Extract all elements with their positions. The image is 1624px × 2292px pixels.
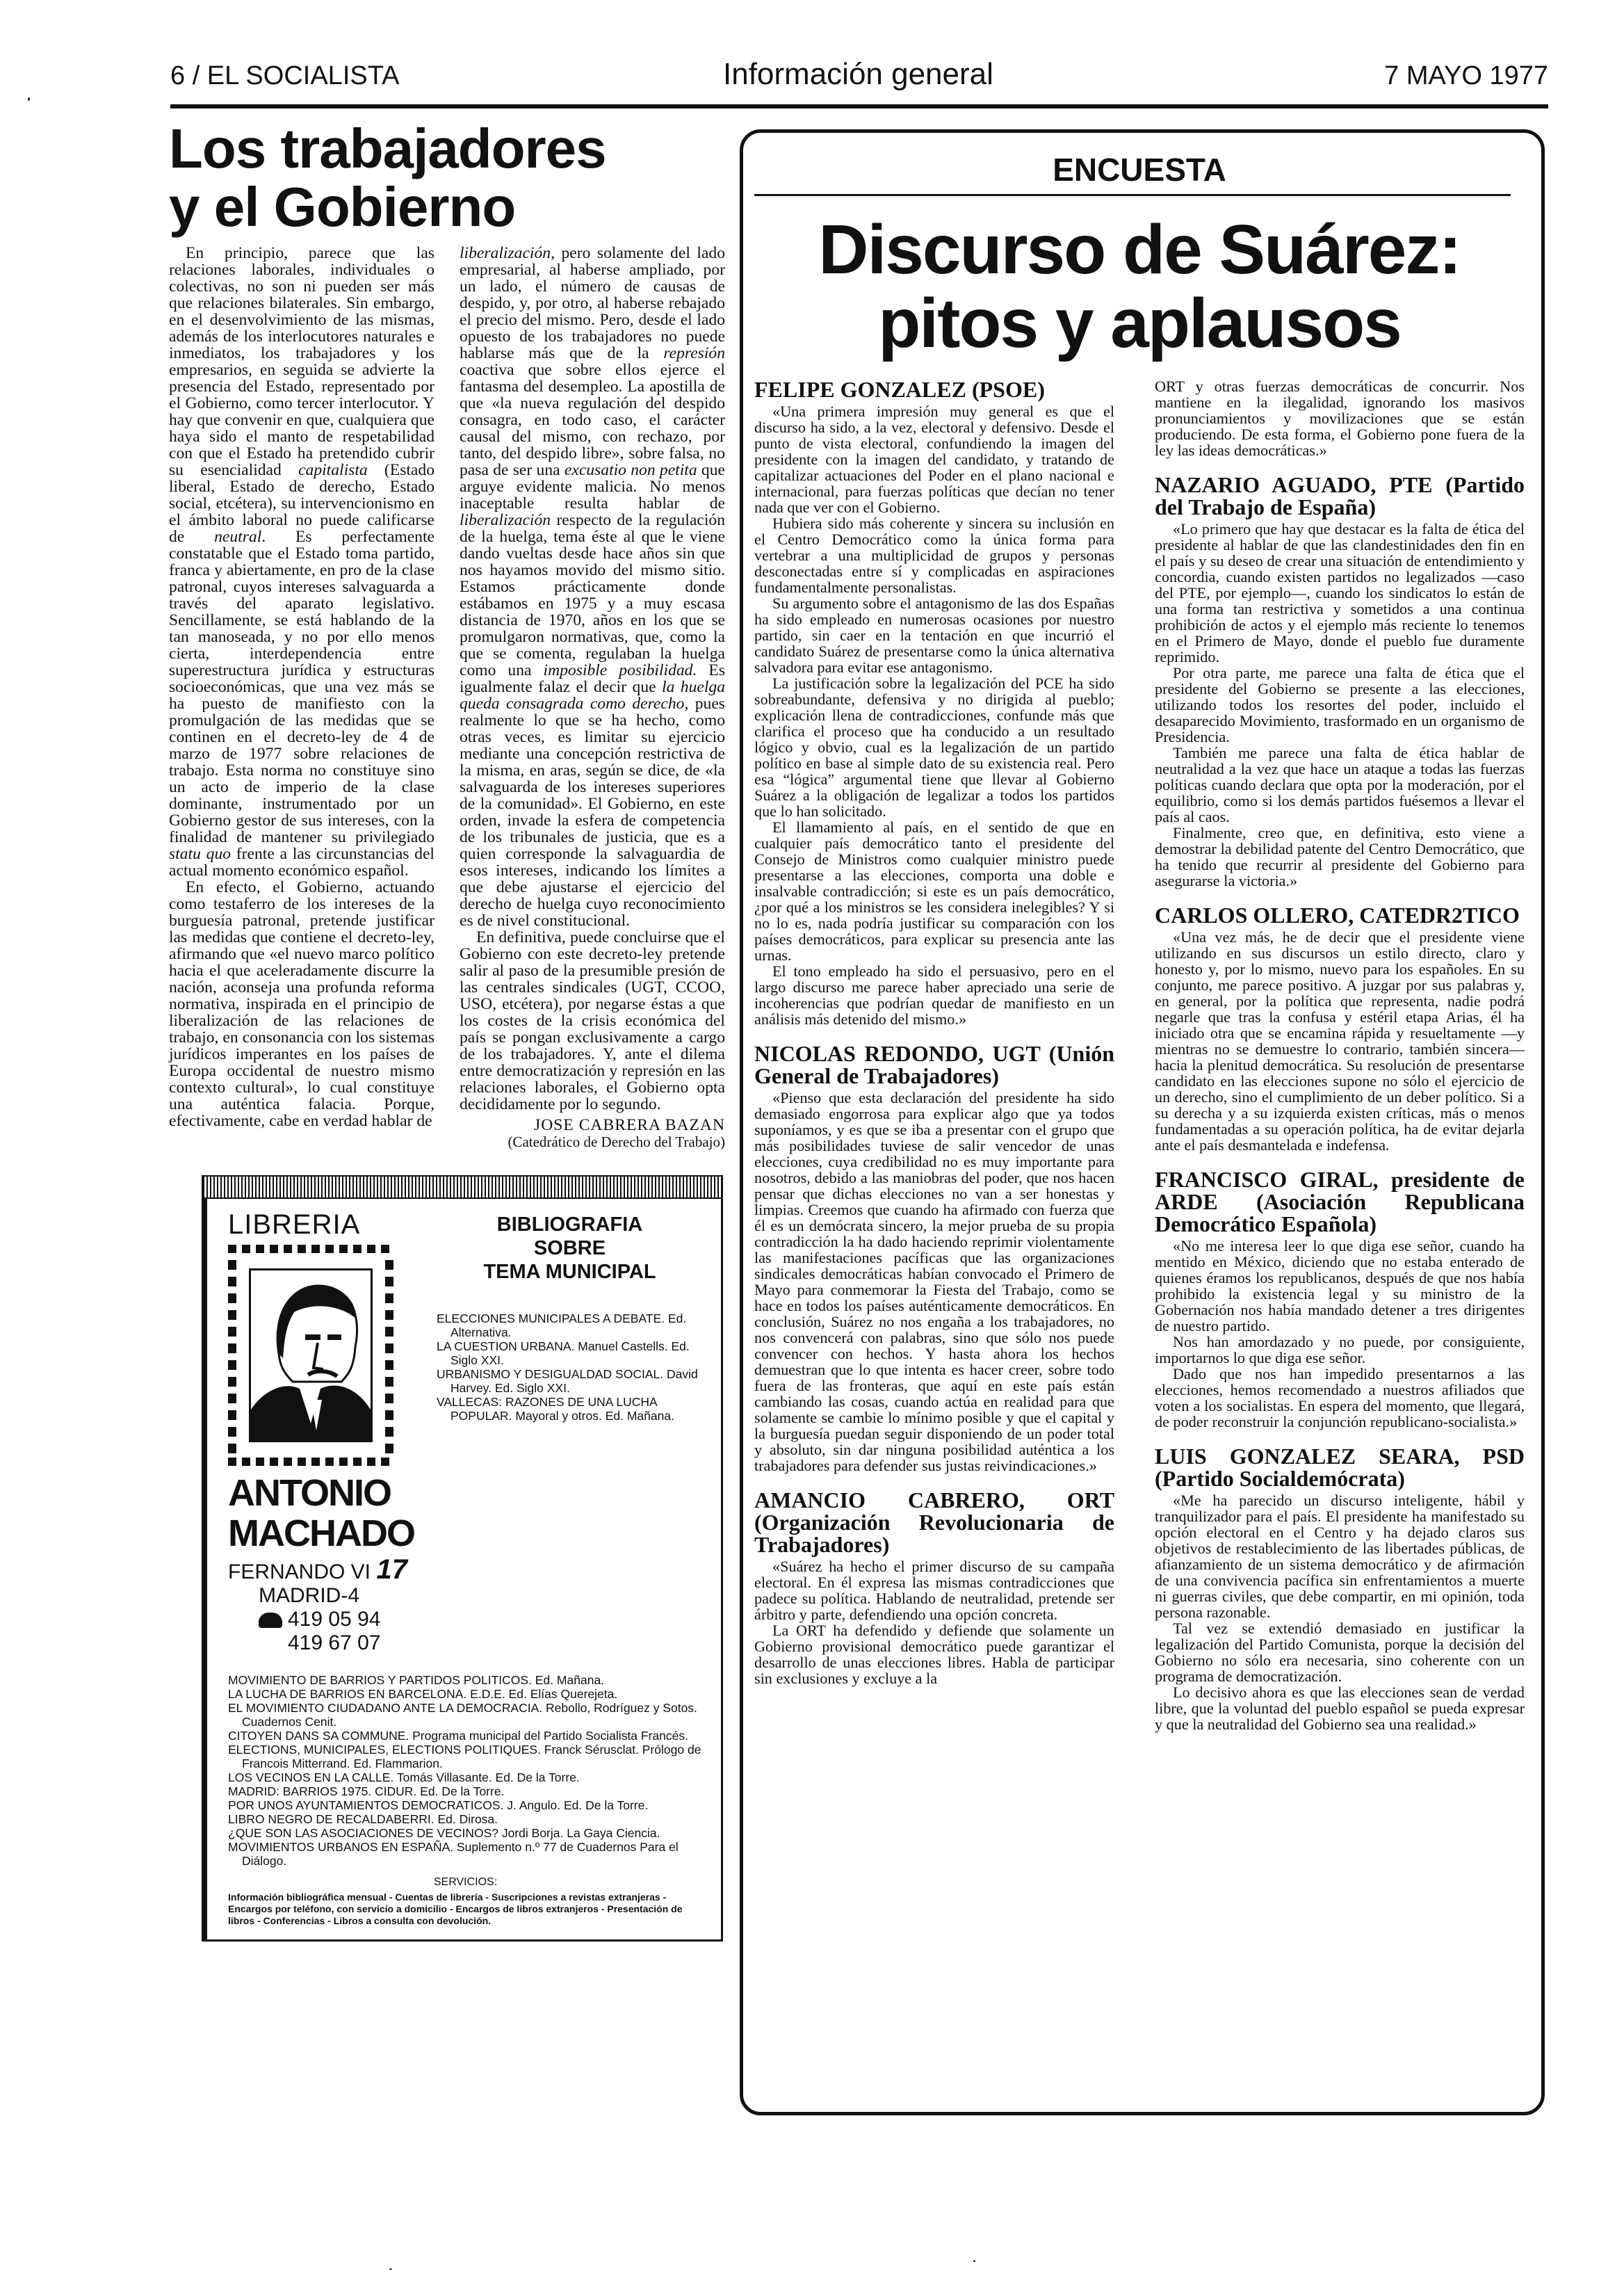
paragraph: liberalización, pero solamente del lado empresarial, al haberse ampliado, por un lado, el número de causas de despido, y, por otro, al haberse rebajado el precio del mismo. Pero, desde el lado opuesto de los trabajadores no puede hablarse más que de la represión coactiva que sobre ellos ejerce el fantasma del desempleo. La apostilla de que «la nueva regulación del despido consagra, en todo caso, el carácter causal del mismo, con rechazo, por tanto, del despido libre», sobre falsa, no pasa de ser una excusatio non petita que arguye evidente malicia. No menos inaceptable resulta hablar de liberalización respecto de la regulación de la huelga, tema éste al que le viene dando vueltas desde hace años sin que nos hayamos movido del mismo sitio. Estamos prácticamente donde estábamos en 1975 y a muy escasa distancia de 1970, años en los que se promulgaron normativas, que, como la que se comenta, regulaban la huelga como una imposible posibilidad. Es igualmente falaz el decir que la huelga queda consagrada como derecho, pues realmente lo que se ha hecho, como otras veces, es limitar su ejercicio mediante una concepción restrictiva de la misma, en aras, según se dice, de «la salvaguarda de los intereses superiores de la comunidad». El Gobierno, en este orden, invade la esfera de competencia de los tribunales de justicia, que es a quien corresponde la salvaguardia de esos intereses, indicando los límites a que debe ajustarse el ejercicio del derecho de huelga cuyo reconocimiento es de nivel constitucional. xyxy=(460,244,726,930)
respondent-heading: CARLOS OLLERO, CATEDR2TICO xyxy=(1155,903,1520,928)
paragraph: En definitiva, puede concluirse que el Gobierno con este decreto-ley pretende salir al paso de la presumible presión de las centrales sindicales (UGT, CCOO, USO, etcétera), por negarse éstas a que los costes de la crisis económica del país se pongan exclusivamente a cargo de los trabajadores. Y, ante el dilema entre democratización y represión en las relaciones laborales, el Gobierno opta decididamente por lo segundo. xyxy=(460,928,725,1113)
quote-paragraph: El tono empleado ha sido el persuasivo, pero en el largo discurso me parece haber apreciado una serie de incoherencias que podrían quedar de manifiesto en un análisis más detenido del mismo.» xyxy=(754,962,1114,1028)
author-affiliation: (Catedrático de Derecho del Trabajo) xyxy=(508,1133,725,1150)
quote-paragraph: Lo decisivo ahora es que las elecciones sean de verdad libre, que la voluntad del pueblo español se pueda expresar y que la neutralidad del Gobierno sea una realidad.» xyxy=(1155,1684,1525,1733)
book-entry: LOS VECINOS EN LA CALLE. Tomás Villasante. Ed. De la Torre. xyxy=(228,1770,580,1784)
book-entry: MOVIMIENTO DE BARRIOS Y PARTIDOS POLITICOS. Ed. Mañana. xyxy=(228,1673,605,1687)
quote-paragraph: También me parece una falta de ética hablar de neutralidad a la vez que hace un ataque a todas las fuerzas políticas cuando declara que opta por la moderación, por el equilibrio, como si los demás partidos fuésemos a llevar el país al caos. xyxy=(1155,744,1525,825)
portrait-frame xyxy=(228,1245,393,1469)
ad-stripe-border xyxy=(202,1175,723,1199)
ad-street: FERNANDO VI 17 xyxy=(228,1554,407,1585)
bookstore-ad-box xyxy=(202,1199,723,1942)
lead-article-column-b xyxy=(460,245,725,1150)
respondent-heading: FELIPE GONZALEZ (PSOE) xyxy=(754,377,1045,402)
spacer xyxy=(754,1474,1114,1489)
ad-phone-1: 419 05 94 xyxy=(228,1608,409,1631)
lead-article-body xyxy=(169,245,725,1150)
ad-address xyxy=(228,1554,409,1655)
survey-rule xyxy=(754,194,1511,196)
lead-title-line-2: y el Gobierno xyxy=(169,176,516,238)
scan-speck xyxy=(973,2260,975,2262)
ad-store-label: LIBRERIA xyxy=(228,1209,361,1240)
spacer xyxy=(1155,1430,1525,1445)
paragraph: En principio, parece que las relaciones laborales, individuales o colectivas, no son ni pueden ser más que relaciones bilaterales. Sin embargo, en el desenvolvimiento de las mismas, además de los interlocutores naturales e inmediatos, los trabajadores y los empresarios, en seguida se advierte la presencia del Estado, representado por el Gobierno, como tercer interlocutor. Y hay que convenir en que, cualquiera que haya sido el manto de respetabilidad con que el Estado ha pretendido cubrir su esencialidad capitalista (Estado liberal, Estado de derecho, Estado social, etcétera), su intervencionismo en el ámbito laboral no puede calificarse de neutral. Es perfectamente constatable que el Estado toma partido, franca y abiertamente, en pro de la clase patronal, cuyos intereses salvaguarda a través del aparato legislativo. Sencillamente, se está hablando de la tan manoseada, y no por ello menos cierta, interdependencia entre superestructura jurídica y estructuras socioeconómicas, que una vez más se ha puesto de manifiesto con la promulgación de las medidas que se continen en el decreto-ley de 4 de marzo de 1977 sobre relaciones de trabajo. Esta norma no constituye sino un acto de imperio de la clase dominante, instrumentado por un Gobierno gestor de sus intereses, con la finalidad de mantener su privilegiado statu quo frente a las circunstancias del actual momento económico español. xyxy=(169,244,435,880)
book-entry: MOVIMIENTOS URBANOS EN ESPAÑA. Suplemento n.º 77 de Cuadernos Para el Diálogo. xyxy=(228,1840,679,1868)
quote-paragraph: La justificación sobre la legalización del PCE ha sido sobreabundante, defensiva y no dirigida al pueblo; explicación llena de contradicciones, confunde más que clarifica el proceso que ha conducido a un resultado lógico y obvio, cual es la legalización de un partido político en base al simple dato de su existencia real. Pero esa “lógica” argumental tiene que llevar al Gobierno Suárez a la obligación de legalizar a todos los partidos que lo han solicitado. xyxy=(754,675,1114,820)
portrait-illustration-icon xyxy=(249,1268,373,1442)
quote-paragraph: «Suárez ha hecho el primer discurso de su campaña electoral. En él expresa las mismas contradicciones que padece su política. Hablando de neutralidad, pretende ser árbitro y parte, defendiendo una opción concreta. xyxy=(754,1558,1114,1623)
quote-paragraph: «Pienso que esta declaración del presidente ha sido demasiado engorrosa para explicar algo que ya todos suponíamos, y es que se iba a presentar con el grupo que más posibilidades tuviese de salir vencedor de unas elecciones, cuya credibilidad no es muy importante para nosotros, debido a las maniobras del poder, que nos hacen pensar que dichas elecciones no van a ser honestas y limpias. Creemos que cuando ha afirmado con fuerza que él es un demócrata sincero, la mejor prueba de su propia contradicción la ha dado haciendo reprimir violentamente las manifestaciones pacíficas que las organizaciones sindicales democráticas habían convocado el Primero de Mayo para conmemorar la Fiesta del Trabajo, como se hace en todos los países auténticamente democráticos. En conclusión, Suárez no nos engaña a los trabajadores, no nos convencerá con palabras, sino que sólo nos puede convencer con hechos. Y hasta ahora los hechos demuestran que lo que intenta es hacer creer, sobre todo fuera de las fronteras, que aquí en este país están cambiando las cosas, cuando actúa en realidad para que solamente se cambie lo mínimo posible y que el capital y la burguesía puedan seguir disponiendo de un poder total y absoluto, sin dar ninguna posibilidad auténtica a los trabajadores para defender sus justas reivindicaciones.» xyxy=(754,1089,1114,1474)
lead-article-column-a xyxy=(169,245,435,1150)
masthead xyxy=(170,56,1548,108)
quote-paragraph: El llamamiento al país, en el sentido de que en cualquier país democrático tanto el presidente del Consejo de Ministros como cualquier ministro puede presentarse a las elecciones, comporta una doble e insalvable contradicción; si este es un país democrático, ¿por qué a los ministros se les considera inelegibles? Y si no lo es, nada podría justificar su comparación con los países democráticos, para explicar su presencia ante las urnas. xyxy=(754,818,1114,964)
book-entry: MADRID: BARRIOS 1975. CIDUR. Ed. De la Torre. xyxy=(228,1784,505,1798)
left-flow xyxy=(169,120,725,1942)
author-name: JOSE CABRERA BAZAN xyxy=(534,1116,725,1134)
scan-speck xyxy=(28,97,30,101)
book-entry: POR UNOS AYUNTAMIENTOS DEMOCRATICOS. J. Angulo. Ed. De la Torre. xyxy=(228,1798,649,1812)
survey-title: Discurso de Suárez: pitos y aplausos xyxy=(818,211,1461,362)
book-entry: LA CUESTION URBANA. Manuel Castells. Ed. Siglo XXI. xyxy=(437,1339,690,1367)
book-entry: EL MOVIMIENTO CIUDADANO ANTE LA DEMOCRACIA. Rebollo, Rodríguez y Sotos. Cuadernos Cenit. xyxy=(228,1701,697,1729)
survey-kicker: ENCUESTA xyxy=(1053,152,1226,188)
ad-store-name: ANTONIO MACHADO xyxy=(228,1472,414,1554)
quote-paragraph: La ORT ha defendido y defiende que solamente un Gobierno provisional democrático puede garantizar el desarrollo de unas elecciones libres. Habla de participar sin exclusiones y excluye a la xyxy=(754,1622,1114,1687)
quote-paragraph: Nos han amordazado y no puede, por consiguiente, importarnos lo que diga ese señor. xyxy=(1155,1333,1525,1366)
quote-paragraph: «Una primera impresión muy general es que el discurso ha sido, a la vez, electoral y defensivo. Desde el punto de vista electoral, confundiendo la imagen del presidente con la imagen del candidato, y tratando de capitalizar actuaciones del Poder en el plano nacional e internacional, para fuerzas políticas que decían no tener nada que ver con el Gobierno. xyxy=(754,403,1114,516)
frame-dashes xyxy=(228,1458,393,1466)
book-entry: LA LUCHA DE BARRIOS EN BARCELONA. E.D.E. Ed. Elías Querejeta. xyxy=(228,1687,618,1701)
quote-continuation: ORT y otras fuerzas democráticas de concurrir. Nos mantiene en la ilegalidad, ignorando los masivos pronunciamientos y movilizaciones que se están produciendo. De esta forma, el Gobierno pone fuera de la ley las ideas democráticas.» xyxy=(1155,378,1525,459)
frame-dashes xyxy=(385,1260,393,1453)
book-entry: ELECCIONES MUNICIPALES A DEBATE. Ed. Alternativa. xyxy=(437,1312,687,1339)
quote-paragraph: Finalmente, creo que, en definitiva, esto viene a demostrar la debilidad patente del Centro Democrático, que ha tenido que recurrir al presidente del Gobierno para asegurarse la victoria.» xyxy=(1155,824,1525,889)
ad-services-text: Información bibliográfica mensual - Cuentas de librería - Suscripciones a revistas extranjeras - Encargos por teléfono, con servicio a domicilio - Encargos de libros extranjeros - Presentación de libros - Conferencias - Libros a consulta con devolución. xyxy=(228,1891,683,1926)
scan-speck xyxy=(389,2268,392,2270)
book-entry: VALLECAS: RAZONES DE UNA LUCHA POPULAR. Mayoral y otros. Ed. Mañana. xyxy=(437,1395,674,1423)
spacer xyxy=(1155,458,1525,474)
book-entry: LIBRO NEGRO DE RECALDABERRI. Ed. Dirosa. xyxy=(228,1812,498,1826)
quote-paragraph: «Lo primero que hay que destacar es la falta de ética del presidente al hablar de que las clandestinidades den fin en el país y su deseo de crear una situación de entendimiento y concordia, cuando existen partidos no legalizados —caso del PTE, por ejemplo—, cuando los sindicatos lo están de una forma tan restrictiva y sometidos a una continua prohibición de actos y el ejemplo más reciente lo tenemos en el Primero de Mayo, donde el pueblo fue duramente reprimido. xyxy=(1155,520,1525,665)
book-entry: ELECTIONS, MUNICIPALES, ELECTIONS POLITIQUES. Franck Sérusclat. Prólogo de Francois Mitterrand. Ed. Flammarion. xyxy=(228,1743,701,1770)
lead-article-title xyxy=(169,120,725,236)
quote-paragraph: Por otra parte, me parece una falta de ética que el presidente del Gobierno se presente a las elecciones, utilizando todos los resortes del poder, incluido el desaparecido Movimiento, trasformado en un organismo de Presidencia. xyxy=(1155,664,1525,745)
bookstore-ad xyxy=(202,1175,723,1942)
survey-columns xyxy=(754,378,1525,1732)
frame-dashes xyxy=(228,1245,393,1253)
spacer xyxy=(1155,889,1525,904)
respondent-heading: AMANCIO CABRERO, ORT (Organización Revolucionaria de Trabajadores) xyxy=(754,1487,1114,1557)
masthead-date: 7 MAYO 1977 xyxy=(1384,61,1548,90)
survey-middle-column xyxy=(754,378,1114,1732)
telephone-icon xyxy=(259,1613,282,1628)
ad-book-list-top xyxy=(437,1312,703,1423)
quote-paragraph: Dado que nos han impedido presentarnos a las elecciones, hemos recomendado a nuestros afiliados que voten a los socialistas. En espera del momento, que llegará, de poder reconstruir la conjunción republicano-socialista.» xyxy=(1155,1365,1525,1430)
masthead-page-section: 6 / EL SOCIALISTA xyxy=(170,61,400,90)
ad-services-title: SERVICIOS: xyxy=(433,1876,498,1888)
book-entry: ¿QUE SON LAS ASOCIACIONES DE VECINOS? Jordi Borja. La Gaya Ciencia. xyxy=(228,1826,660,1840)
book-entry: URBANISMO Y DESIGUALDAD SOCIAL. David Harvey. Ed. Siglo XXI. xyxy=(437,1367,698,1395)
survey-right-column xyxy=(1155,378,1525,1732)
respondent-heading: LUIS GONZALEZ SEARA, PSD (Partido Socialdemócrata) xyxy=(1155,1444,1525,1491)
quote-paragraph: Su argumento sobre el antagonismo de las dos Españas ha sido empleado en numerosas ocasiones por nuestro partido, sin caer en la tentación en que incurrió el candidato Suárez de presentarse como la única alternativa salvadora para evitar ese antagonismo. xyxy=(754,595,1114,676)
ad-store-block xyxy=(228,1209,414,1655)
ad-heading: BIBLIOGRAFIA SOBRE TEMA MUNICIPAL xyxy=(483,1213,656,1283)
paragraph: En efecto, el Gobierno, actuando como testaferro de los intereses de la burguesía patronal, pretende justificar las medidas que contiene el decreto-ley, afirmando que «el nuevo marco político hacia el que aceleradamente discurre la nación, aconseja una profunda reforma normativa, inspirada en el principio de liberalización de las relaciones de trabajo, en consonancia con los sistemas jurídicos imperantes en los países de Europa occidental de nuestro mismo contexto cultural», lo cual constituye una auténtica falacia. Porque, efectivamente, cabe en verdad hablar de xyxy=(169,878,435,1130)
quote-paragraph: «Una vez más, he de decir que el presidente viene utilizando en sus discursos un estilo directo, claro y honesto y, por lo mismo, nuevo para los españoles. En su conjunto, me parece positivo. A juzgar por sus palabras y, en general, por la política que representa, nadie podrá negarle que tras la confusa y estéril etapa Arias, él ha iniciado otra que se encamina rápida y resueltamente —y mientras no se demuestre lo contrario, también sincera— hacia la plenitud democrática. Su resolución de presentarse candidato en las elecciones supone no sólo el ejercicio de un derecho, sino el cumplimiento de un deber político. Si a su derecha y a su izquierda existen críticas, más o menos fundamentadas a su operación política, ha de evitar dejarla ante el país desmantelada e indefensa. xyxy=(1155,928,1525,1154)
survey-box xyxy=(740,129,1545,2115)
respondent-heading: NICOLAS REDONDO, UGT (Unión General de Trabajadores) xyxy=(754,1041,1114,1088)
book-entry: CITOYEN DANS SA COMMUNE. Programa municipal del Partido Socialista Francés. xyxy=(228,1729,688,1743)
spacer xyxy=(754,1027,1114,1042)
respondent-heading: FRANCISCO GIRAL, presidente de ARDE (Asociación Republicana Democrático Española) xyxy=(1155,1167,1525,1236)
lead-title-line-1: Los trabajadores xyxy=(169,118,606,179)
ad-phone-2: 419 67 07 xyxy=(288,1631,381,1654)
ad-bibliography-block xyxy=(437,1209,703,1655)
quote-paragraph: «Me ha parecido un discurso inteligente, hábil y tranquilizador para el país. El presidente ha manifestado su opción electoral en el Centro y ha dejado claros sus objetivos de restablecimiento de las libertades públicas, de afianzamiento de un sistema democrático y de afirmación de una convivencia pacífica sin enfrentamientos a muerte ni guerras civiles, que debe compartir, en mi opinión, toda persona razonable. xyxy=(1155,1492,1525,1621)
frame-dashes xyxy=(228,1260,236,1453)
quote-paragraph: «No me interesa leer lo que diga ese señor, cuando ha mentido en México, diciendo que no estaba enterado de quienes éramos los republicanos, después de que nos había prohibido la existencia legal y su ministro de la Gobernación nos había mandado detener a tres dirigentes de nuestro partido. xyxy=(1155,1237,1525,1334)
ad-city: MADRID-4 xyxy=(259,1584,360,1607)
ad-book-list-bottom xyxy=(228,1673,703,1868)
spacer xyxy=(1155,1153,1525,1168)
quote-paragraph: Hubiera sido más coherente y sincera su inclusión en el Centro Democrático como la única forma para vertebrar a una multiplicidad de grupos y personas desconectadas entre sí y complicadas en aspiraciones fundamentalmente personalistas. xyxy=(754,515,1114,596)
masthead-section-title: Información general xyxy=(723,57,993,91)
quote-paragraph: Tal vez se extendió demasiado en justificar la legalización del Partido Comunista, porque la decisión del Gobierno no sólo era necesaria, sino coherente con un programa de democratización. xyxy=(1155,1620,1525,1685)
ad-upper xyxy=(228,1209,703,1655)
respondent-heading: NAZARIO AGUADO, PTE (Partido del Trabajo de España) xyxy=(1155,472,1525,519)
street-number: 17 xyxy=(376,1554,407,1585)
